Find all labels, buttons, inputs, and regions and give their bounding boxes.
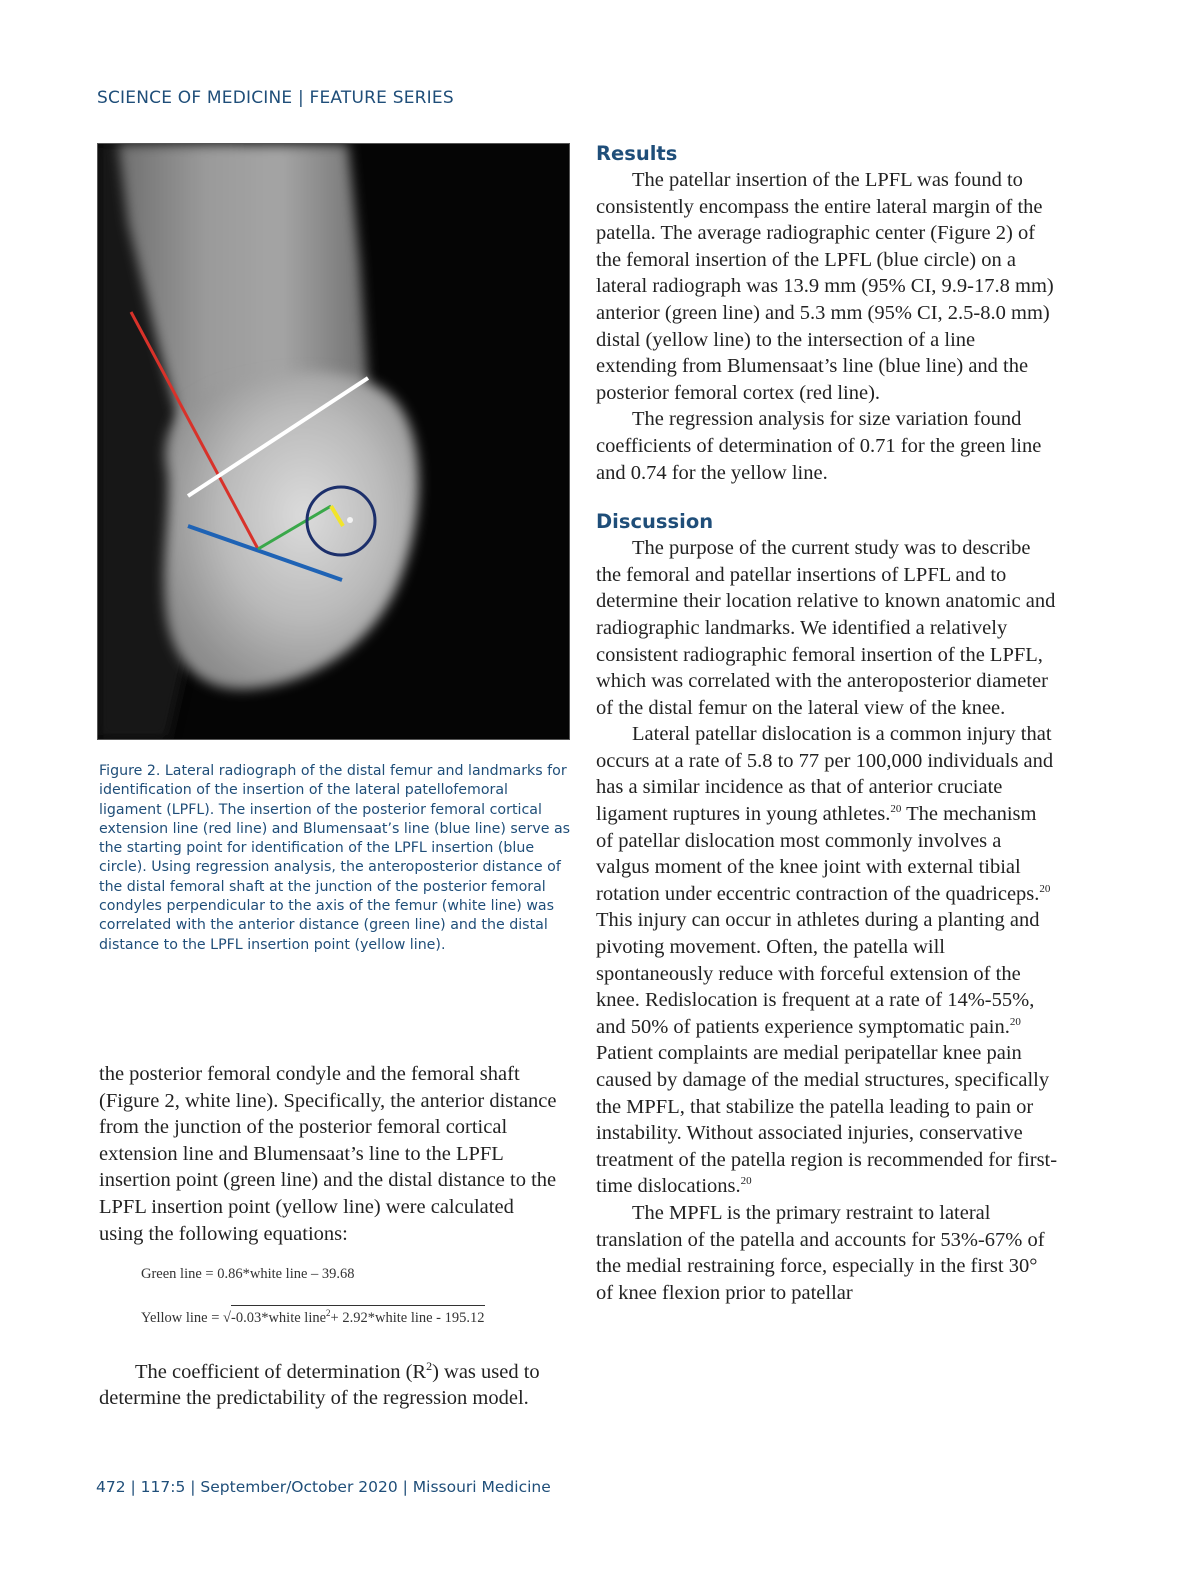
discussion-paragraph-2 bbox=[596, 721, 1058, 1200]
results-paragraph-1: The patellar insertion of the LPFL was found to consistently encompass the entire lateral margin of the patella. The average radiographic center (Figure 2) of the femoral insertion of the LPFL (blue circle) on a lateral radiograph was 13.9 mm (95% CI, 9.9-17.8 mm) anterior (green line) and 5.3 mm (95% CI, 2.5-8.0 mm) distal (yellow line) to the intersection of a line extending from Blumensaat’s line (blue line) and the posterior femoral cortex (red line). bbox=[596, 169, 1054, 404]
equation-radicand bbox=[231, 1305, 485, 1327]
coefficient-text-b: ) was used to determine the predictability of the regression model. bbox=[99, 1360, 540, 1410]
left-column-text-2 bbox=[99, 1353, 559, 1412]
discussion-text-b: The mechanism of patellar dislocation most commonly involves a valgus moment of the knee joint with external tibial rotation under eccentric contraction of the quadriceps. bbox=[596, 803, 1040, 905]
discussion-text-a: Lateral patellar dislocation is a common injury that occurs at a rate of 5.8 to 77 per 100,000 individuals and has a similar incidence as that of anterior cruciate ligament ruptures in young athletes. bbox=[596, 723, 1054, 826]
sqrt-symbol: √ bbox=[223, 1309, 231, 1326]
coefficient-paragraph bbox=[99, 1353, 559, 1412]
reference-20: 20 bbox=[1009, 1015, 1021, 1028]
coefficient-text-a: The coefficient of determination (R bbox=[135, 1360, 427, 1383]
green-line-equation: Green line = 0.86*white line – 39.68 bbox=[141, 1266, 355, 1282]
discussion-text-c: This injury can occur in athletes during a planting and pivoting movement. Often, the patella will spontaneously reduce with forceful extension of the knee. Redislocation is frequent at a rate of 14%-55%, and 50% of patients experience symptomatic pain. bbox=[596, 909, 1040, 1038]
results-heading: Results bbox=[596, 142, 678, 165]
r-squared-superscript: 2 bbox=[426, 1359, 433, 1373]
reference-20: 20 bbox=[890, 803, 902, 816]
results-paragraph-2: The regression analysis for size variation found coefficients of determination of 0.71 for the green line and 0.74 for the yellow line. bbox=[596, 408, 1042, 484]
discussion-heading: Discussion bbox=[596, 510, 714, 534]
equation-prefix: Yellow line = bbox=[141, 1309, 224, 1326]
methods-paragraph: the posterior femoral condyle and the femoral shaft (Figure 2, white line). Specifically, the anterior distance from the junction of the posterior femoral cortical extension line and Blumensaat’s line to the LPFL insertion point (green line) and the distal distance to the LPFL insertion point (yellow line) were calculated using the following equations: bbox=[99, 1063, 557, 1245]
left-column-text bbox=[99, 1061, 559, 1247]
yellow-line-equation bbox=[141, 1305, 485, 1327]
reference-20: 20 bbox=[740, 1175, 752, 1188]
discussion-text-d: Patient complaints are medial peripatellar knee pain caused by damage of the medial structures, specifically the MPFL, that stabilize the patella leading to pain or instability. Without associated injuries, conservative treatment of the patella region is recommended for first-time dislocations. bbox=[596, 1042, 1058, 1198]
radicand-part-b: + 2.92*white line - 195.12 bbox=[330, 1309, 485, 1326]
reference-20: 20 bbox=[1039, 883, 1051, 896]
radiograph-figure bbox=[97, 143, 570, 740]
radicand-exponent: 2 bbox=[326, 1308, 331, 1318]
page-footer: 472 | 117:5 | September/October 2020 | Missouri Medicine bbox=[96, 1478, 551, 1496]
discussion-paragraph-3: The MPFL is the primary restraint to lateral translation of the patella and accounts for 53%-67% of the medial restraining force, especially in the first 30° of knee flexion prior to patellar bbox=[596, 1201, 1045, 1304]
figure-caption: Figure 2. Lateral radiograph of the distal femur and landmarks for identification of the insertion of the lateral patellofemoral ligament (LPFL). The insertion of the posterior femoral cortical extension line (red line) and Blumensaat’s line (blue line) serve as the starting point for identification of the LPFL insertion (blue circle). Using regression analysis, the anteroposterior distance of the distal femoral shaft at the junction of the posterior femoral condyles perpendicular to the axis of the femur (white line) was correlated with the anterior distance (green line) and the distal distance to the LPFL insertion point (yellow line). bbox=[99, 763, 571, 953]
right-column bbox=[596, 142, 1058, 1306]
radicand-part-a: -0.03*white line bbox=[231, 1309, 327, 1326]
running-head: SCIENCE OF MEDICINE | FEATURE SERIES bbox=[97, 88, 454, 108]
discussion-paragraph-1: The purpose of the current study was to describe the femoral and patellar insertions of LPFL and to determine their location relative to known anatomic and radiographic landmarks. We identified a relatively consistent radiographic femoral insertion of the LPFL, which was correlated with the anteroposterior diameter of the distal femur on the lateral view of the knee. bbox=[596, 537, 1056, 719]
knee-radiograph-image bbox=[98, 144, 569, 739]
